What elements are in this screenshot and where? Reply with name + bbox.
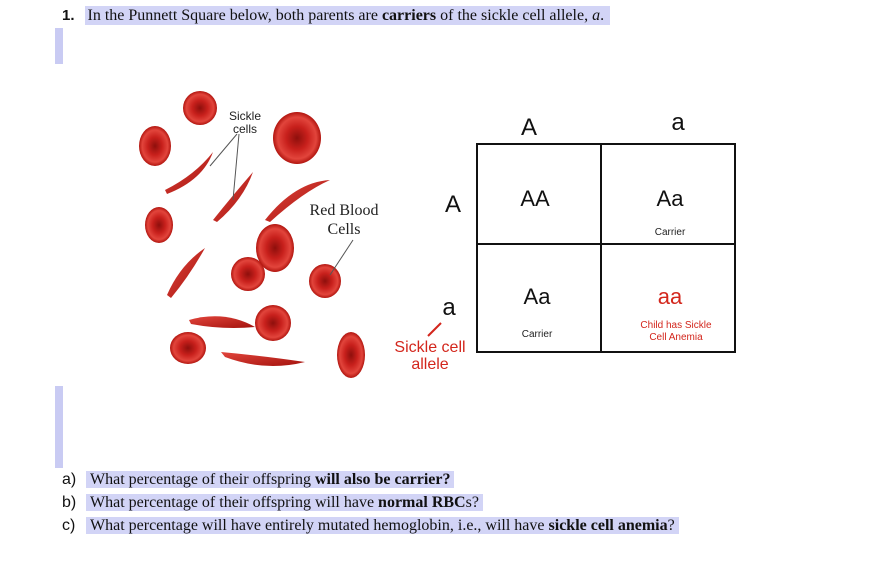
subquestion-text <box>86 517 679 534</box>
subquestion-label: b) <box>62 494 77 511</box>
sickle-cells-label: cells <box>232 122 258 136</box>
subquestion-label: c) <box>62 517 76 534</box>
stem-end: . <box>600 7 605 24</box>
red-blood-cell <box>170 332 206 364</box>
stem-text: In the Punnett Square below, both parents are <box>87 7 382 24</box>
col-header: A <box>520 114 538 141</box>
text-run: What percentage of their offspring <box>90 471 315 488</box>
sickle-cell <box>167 248 205 298</box>
question-stem <box>85 6 611 25</box>
question-number: 1. <box>62 7 75 24</box>
row-header: a <box>442 294 456 321</box>
red-blood-cell <box>183 91 217 125</box>
question-1 <box>62 6 610 26</box>
subquestion-c <box>62 515 679 537</box>
sickle-cell <box>221 352 305 366</box>
sickle-anemia-note: Cell Anemia <box>649 332 703 343</box>
red-blood-cell <box>337 332 365 378</box>
rbc-label: Red Blood <box>309 202 379 219</box>
genotype-Aa: Aa <box>523 284 551 309</box>
blank-line-marker <box>55 28 63 64</box>
sickle-cell <box>189 316 255 328</box>
red-blood-cell <box>145 207 173 243</box>
genotype-AA: AA <box>520 186 550 211</box>
genotype-aa: aa <box>657 284 683 309</box>
bold-run: sickle cell anemia <box>548 517 668 534</box>
subquestion-text <box>86 494 483 511</box>
blank-line-marker <box>55 386 63 468</box>
text-run: What percentage will have entirely mutated hemoglobin, i.e., will have <box>90 517 549 534</box>
genotype-Aa: Aa <box>656 186 684 211</box>
red-blood-cell <box>231 257 265 291</box>
bold-run: normal RBC <box>378 494 466 511</box>
rbc-label: Cells <box>327 221 361 238</box>
row-header: A <box>444 191 462 218</box>
punnett-figure <box>125 80 765 380</box>
subquestion-a <box>62 469 454 491</box>
stem-bold: carriers <box>381 7 437 24</box>
red-blood-cell <box>309 264 341 298</box>
allele-label: Sickle cell <box>394 339 466 356</box>
allele-label: allele <box>411 356 449 373</box>
text-run: s? <box>465 494 479 511</box>
sickle-anemia-note: Child has Sickle <box>640 320 712 331</box>
col-header: a <box>671 109 685 136</box>
carrier-note: Carrier <box>654 227 686 238</box>
carrier-note: Carrier <box>521 329 553 340</box>
sickle-cells-label: Sickle <box>228 109 262 123</box>
red-blood-cell <box>273 112 321 164</box>
subquestion-b <box>62 492 483 514</box>
stem-after: of the sickle cell allele, <box>436 7 593 24</box>
text-run: ? <box>667 517 675 534</box>
sickle-cell <box>165 152 213 194</box>
red-blood-cell <box>255 305 291 341</box>
bold-run: will also be carrier? <box>314 471 451 488</box>
text-run: What percentage of their offspring will have <box>90 494 379 511</box>
red-blood-cell <box>139 126 171 166</box>
subquestion-text <box>86 471 454 488</box>
subquestion-label: a) <box>62 471 77 488</box>
stem-italic: a <box>592 7 601 24</box>
